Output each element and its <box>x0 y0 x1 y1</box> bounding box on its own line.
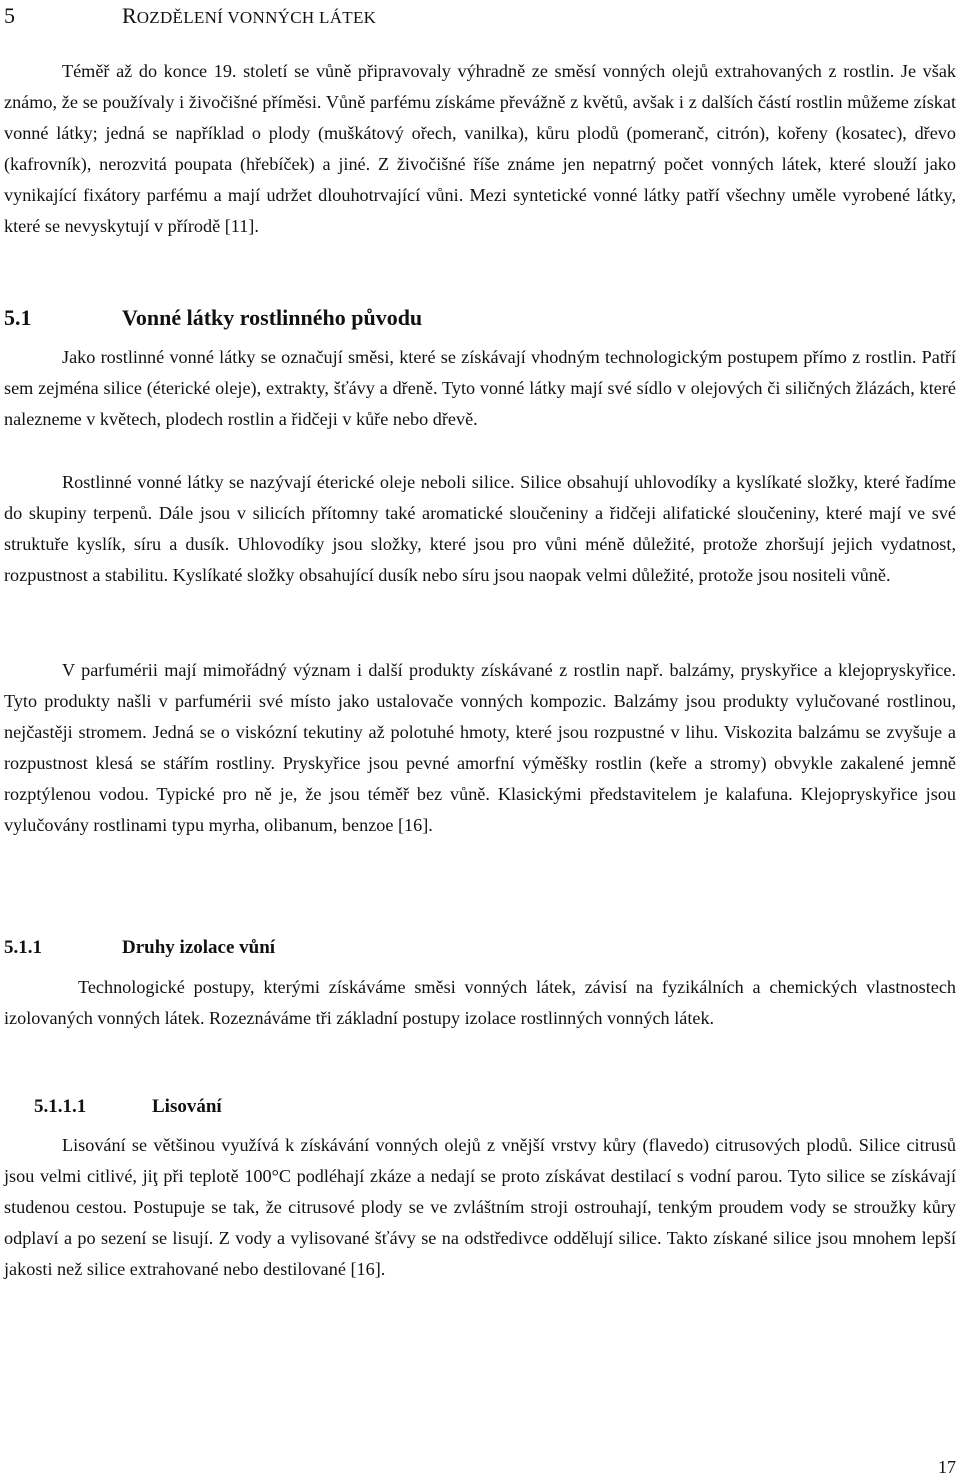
section-title: Druhy izolace vůní <box>122 937 276 958</box>
section-title: Lisování <box>152 1096 222 1117</box>
section-5-1-1-1-heading <box>34 1093 222 1121</box>
section-5-1-heading <box>4 303 422 333</box>
section-5-1-paragraph-2: Rostlinné vonné látky se nazývají éterické oleje neboli silice. Silice obsahují uhlovodíky a kyslíkaté složky, které řadíme do skupiny terpenů. Dále jsou v silicích přítomny také aromatické sloučeniny a řidčeji alifatické sloučeniny, které mají ve své struktuře kyslík, síru a dusík. Uhlovodíky jsou složky, které jsou pro vůni méně důležité, protože zhoršují jejich vydatnost, rozpustnost a stabilitu. Kyslíkaté složky obsahující dusík nebo síru jsou naopak velmi důležité, protože jsou nositeli vůně. <box>4 472 956 585</box>
chapter-number: 5 <box>4 3 15 28</box>
section-5-1-1-1-paragraph: Lisování se většinou využívá k získávání vonných olejů z vnější vrstvy kůry (flavedo) citrusových plodů. Silice citrusů jsou velmi citlivé, jiţ při teplotě 100°C podléhají zkáze a nedají se proto získávat destilací s vodní parou. Tyto silice se získávají studenou cestou. Postupuje se tak, že citrusové plody se ve zvláštním stroji ostrouhají, tenkým proudem vody se stroužky kůry odplaví a po sezení se lisují. Z vody a vylisované šťávy se na odstředivce oddělují silice. Takto získané silice jsou mnohem lepší jakosti než silice extrahované nebo destilované [16]. <box>4 1135 956 1279</box>
chapter-heading <box>4 2 376 32</box>
section-number: 5.1 <box>4 305 32 330</box>
section-5-1-paragraph-3: V parfumérii mají mimořádný význam i další produkty získávané z rostlin např. balzámy, pryskyřice a klejopryskyřice. Tyto produkty našli v parfumérii své místo jako ustalovače vonných kompozic. Balzámy jsou produkty vylučované rostlinou, nejčastěji stromem. Jedná se o viskózní tekutiny až polotuhé hmoty, které jsou rozpustné v lihu. Viskozita balzámu se zvyšuje a rozpustnost klesá se stářím rostliny. Pryskyřice jsou pevné amorfní výměšky rostlin (keře a stromy) obvykle zakalené jemně rozptýlenou vodou. Typické pro ně je, že jsou téměř bez vůně. Klasickými představitelem je kalafuna. Klejopryskyřice jsou vylučovány rostlinami typu myrha, olibanum, benzoe [16]. <box>4 660 956 835</box>
section-number: 5.1.1.1 <box>34 1096 87 1117</box>
section-title: Vonné látky rostlinného původu <box>122 305 423 330</box>
chapter-title-rest: OZDĚLENÍ VONNÝCH LÁTEK <box>136 8 377 27</box>
section-5-1-paragraph-1: Jako rostlinné vonné látky se označují směsi, které se získávají vhodným technologickým postupem přímo z rostlin. Patří sem zejména silice (éterické oleje), extrakty, šťávy a dřeně. Tyto vonné látky mají své sídlo v olejových či siličných žlázách, které nalezneme v květech, plodech rostlin a řidčeji v kůře nebo dřevě. <box>4 347 956 429</box>
chapter-title-initial: R <box>122 3 137 28</box>
section-5-1-1-heading <box>4 934 275 962</box>
section-number: 5.1.1 <box>4 937 42 958</box>
intro-paragraph: Téměř až do konce 19. století se vůně připravovaly výhradně ze směsí vonných olejů extrahovaných z rostlin. Je však známo, že se používaly i živočišné příměsi. Vůně parfému získáme převážně z květů, avšak i z dalších částí rostlin můžeme získat vonné látky; jedná se například o plody (muškátový ořech, vanilka), kůru plodů (pomeranč, citrón), kořeny (kosatec), dřevo (kafrovník), nerozvitá poupata (hřebíček) a jiné. Z živočišné říše známe jen nepatrný počet vonných látek, které slouží jako vynikající fixátory parfému a mají udržet dlouhotrvající vůni. Mezi syntetické vonné látky patří všechny uměle vyrobené látky, které se nevyskytují v přírodě [11]. <box>4 61 956 236</box>
section-5-1-1-paragraph: Technologické postupy, kterými získáváme směsi vonných látek, závisí na fyzikálních a chemických vlastnostech izolovaných vonných látek. Rozeznáváme tři základní postupy izolace rostlinných vonných látek. <box>4 977 956 1028</box>
page-number: 17 <box>938 1457 956 1477</box>
